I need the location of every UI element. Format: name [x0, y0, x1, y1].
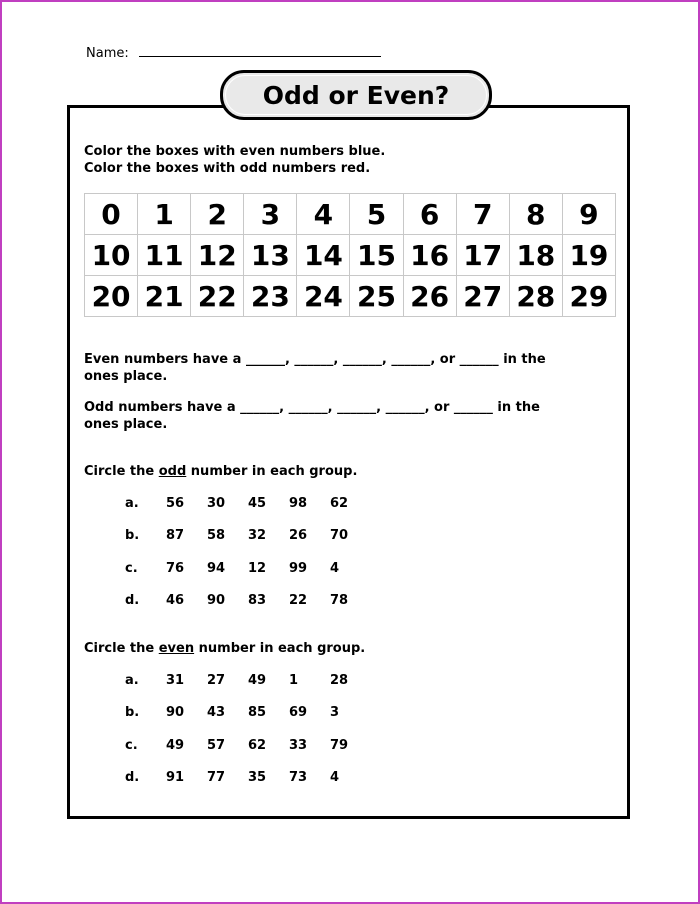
number-cell[interactable]: 3: [244, 194, 297, 235]
number-cell[interactable]: 16: [403, 235, 456, 276]
number-cell[interactable]: 27: [456, 276, 509, 317]
odd-keyword: odd: [158, 464, 187, 479]
group-number[interactable]: 32: [248, 528, 267, 544]
number-cell[interactable]: 8: [509, 194, 562, 235]
number-cell[interactable]: 5: [350, 194, 403, 235]
group-number[interactable]: 56: [166, 496, 185, 511]
number-cell[interactable]: 11: [138, 235, 191, 276]
group-number[interactable]: 49: [248, 673, 267, 688]
name-blank[interactable]: [139, 44, 381, 57]
group-number[interactable]: 12: [248, 560, 267, 576]
number-cell[interactable]: 21: [138, 276, 191, 317]
instruction-even: Color the boxes with even numbers blue.: [84, 144, 386, 159]
number-cell[interactable]: 7: [456, 194, 509, 235]
number-grid: [84, 193, 616, 317]
group-number[interactable]: 85: [248, 705, 267, 721]
even-question: Circle the even number in each group.: [84, 641, 366, 656]
instructions: [84, 143, 385, 177]
group-number[interactable]: 49: [166, 737, 185, 753]
number-cell[interactable]: 2: [191, 194, 244, 235]
group-number[interactable]: 69: [289, 705, 308, 721]
group-label: c.: [125, 560, 138, 576]
group-number[interactable]: 98: [289, 496, 308, 511]
group-number[interactable]: 76: [166, 560, 185, 576]
group-number[interactable]: 35: [248, 769, 267, 785]
group-label: d.: [125, 592, 140, 608]
grid-row: [85, 276, 616, 317]
group-label: a.: [125, 673, 139, 688]
number-cell[interactable]: 6: [403, 194, 456, 235]
page-title: Odd or Even?: [262, 80, 450, 110]
number-cell[interactable]: 13: [244, 235, 297, 276]
odd-sentence-line1: Odd numbers have a ______, ______, ______, ______, or ______ in the: [84, 400, 540, 415]
number-cell[interactable]: 10: [85, 235, 138, 276]
name-label: Name:: [86, 46, 129, 61]
group-number[interactable]: 43: [207, 705, 226, 721]
group-number[interactable]: 90: [207, 592, 226, 608]
number-cell[interactable]: 1: [138, 194, 191, 235]
group-number[interactable]: 46: [166, 592, 185, 608]
number-cell[interactable]: 22: [191, 276, 244, 317]
group-number[interactable]: 4: [330, 769, 340, 785]
group-label: a.: [125, 496, 139, 511]
group-number[interactable]: 22: [289, 592, 308, 608]
number-cell[interactable]: 0: [85, 194, 138, 235]
group-number[interactable]: 73: [289, 769, 308, 785]
number-cell[interactable]: 25: [350, 276, 403, 317]
group-number[interactable]: 33: [289, 737, 308, 753]
grid-row: [85, 194, 616, 235]
even-keyword: even: [158, 641, 195, 656]
number-cell[interactable]: 15: [350, 235, 403, 276]
group-number[interactable]: 77: [207, 769, 226, 785]
title-banner: [220, 70, 492, 120]
even-sentence: [84, 351, 546, 385]
group-number[interactable]: 83: [248, 592, 267, 608]
group-label: b.: [125, 705, 140, 721]
name-field[interactable]: [86, 44, 381, 61]
number-cell[interactable]: 28: [509, 276, 562, 317]
group-label: c.: [125, 737, 138, 753]
group-number[interactable]: 78: [330, 592, 349, 608]
odd-sentence-line2: ones place.: [84, 417, 168, 432]
group-number[interactable]: 30: [207, 496, 226, 511]
even-sentence-line2: ones place.: [84, 369, 168, 384]
number-cell[interactable]: 4: [297, 194, 350, 235]
number-cell[interactable]: 12: [191, 235, 244, 276]
number-cell[interactable]: 20: [85, 276, 138, 317]
odd-question: Circle the odd number in each group.: [84, 464, 358, 479]
group-number[interactable]: 57: [207, 737, 226, 753]
number-cell[interactable]: 17: [456, 235, 509, 276]
group-number[interactable]: 99: [289, 560, 308, 576]
number-cell[interactable]: 19: [562, 235, 615, 276]
number-cell[interactable]: 29: [562, 276, 615, 317]
group-number[interactable]: 62: [330, 496, 349, 511]
odd-sentence: [84, 399, 540, 433]
even-sentence-line1: Even numbers have a ______, ______, ______, ______, or ______ in the: [84, 352, 546, 367]
group-number[interactable]: 1: [289, 673, 299, 688]
number-cell[interactable]: 24: [297, 276, 350, 317]
group-label: d.: [125, 769, 140, 785]
group-number[interactable]: 91: [166, 769, 185, 785]
group-number[interactable]: 70: [330, 528, 349, 544]
number-cell[interactable]: 23: [244, 276, 297, 317]
group-number[interactable]: 87: [166, 528, 185, 544]
group-number[interactable]: 94: [207, 560, 226, 576]
group-number[interactable]: 27: [207, 673, 226, 688]
group-number[interactable]: 90: [166, 705, 185, 721]
group-number[interactable]: 31: [166, 673, 185, 688]
number-cell[interactable]: 9: [562, 194, 615, 235]
group-number[interactable]: 4: [330, 560, 340, 576]
group-number[interactable]: 3: [330, 705, 340, 721]
number-cell[interactable]: 18: [509, 235, 562, 276]
group-number[interactable]: 58: [207, 528, 226, 544]
group-number[interactable]: 45: [248, 496, 267, 511]
group-number[interactable]: 28: [330, 673, 349, 688]
instruction-odd: Color the boxes with odd numbers red.: [84, 161, 371, 176]
grid-row: [85, 235, 616, 276]
number-cell[interactable]: 14: [297, 235, 350, 276]
group-number[interactable]: 62: [248, 737, 267, 753]
number-cell[interactable]: 26: [403, 276, 456, 317]
group-label: b.: [125, 528, 140, 544]
group-number[interactable]: 26: [289, 528, 308, 544]
group-number[interactable]: 79: [330, 737, 349, 753]
